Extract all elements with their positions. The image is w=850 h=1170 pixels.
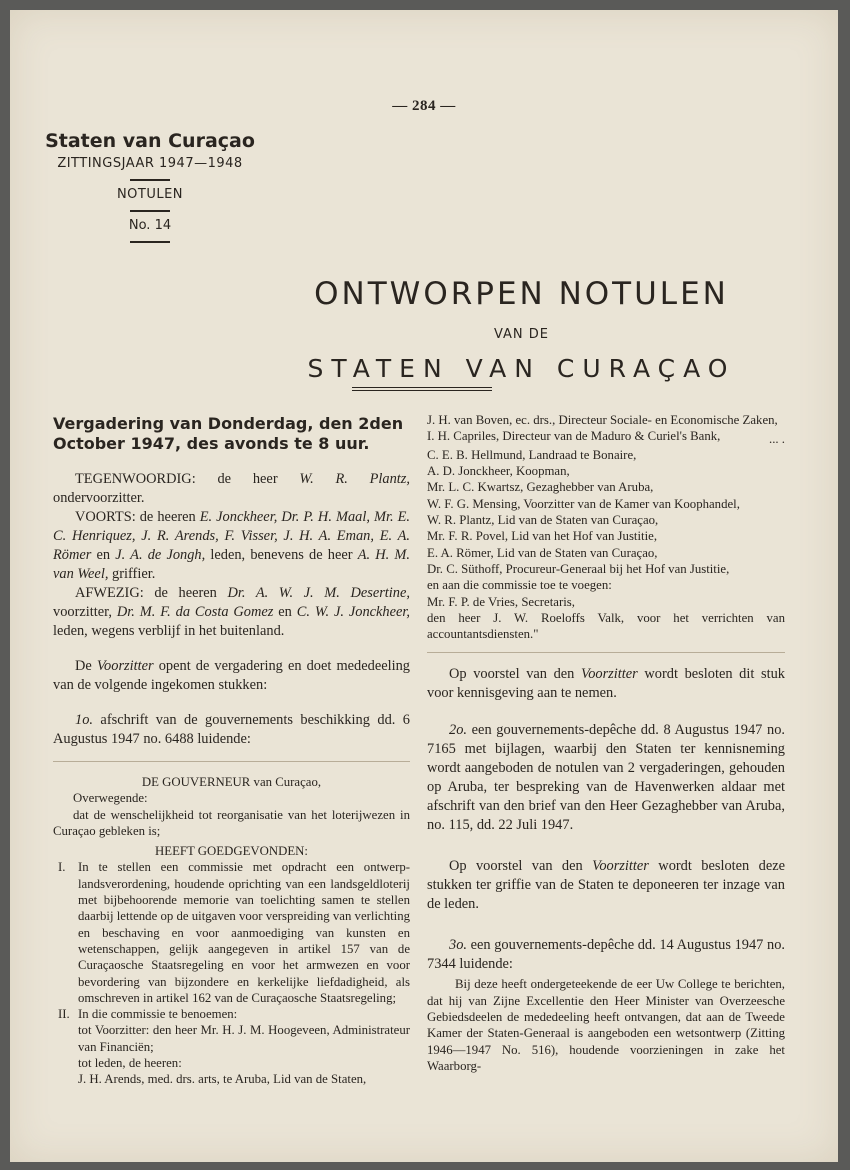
afwezig-paragraph: AFWEZIG: de heeren Dr. A. W. J. M. Desertine, voorzitter, Dr. M. F. da Costa Gomez en C. W. J. Jonckheer, leden, wegens verblijf in het buitenland. [53, 585, 410, 639]
member-line: Mr. F. R. Povel, Lid van het Hof van Justitie, [427, 529, 658, 544]
document-page [10, 10, 838, 1162]
opening-paragraph: De Voorzitter opent de vergadering en doet mededeeling van de volgende ingekomen stukken: [53, 658, 410, 693]
header-rule [130, 179, 170, 181]
decree-point-2: II. In die commissie te benoemen: tot Voorzitter: den heer Mr. H. J. M. Hoogeveen, Administrateur van Financiën; tot leden, de heeren: J. H. Arends, med. drs. arts, te Aruba, Lid van de Staten, [58, 1007, 410, 1087]
item-2: 2o. een gouvernements-depêche dd. 8 Augustus 1947 no. 7165 met bijlagen, waarbij den Staten ter kennisneming wordt aangeboden de notulen van 2 vergaderingen, gehouden op Aruba, ter bespreking van de Havenwerken aldaar met afschrift van den brief van den Heer Gezaghebber van Aruba, no. 115, dd. 22 Juli 1947. [427, 722, 785, 834]
member-line: Mr. L. C. Kwartsz, Gezaghebber van Aruba, [427, 480, 654, 495]
item-3: 3o. een gouvernements-depêche dd. 14 Augustus 1947 no. 7344 luidende: [427, 937, 785, 973]
decree-title: DE GOUVERNEUR van Curaçao, [141, 775, 322, 789]
decree-point-1: I. In te stellen een commissie met opdracht een ontwerp-landsverordening, houdende oprichting van een landsgeldloterij met bijbehoorende memorie van toelichting samen te stellen daarbij lettende op de uitgaven voor verspreiding van verlichting en beschaving en voor aanmoediging van kunsten en wetenschappen, gelijk aangegeven in artikel 157 van de Curaçaosche Staatsregeling en voor het armwezen en voor bevordering van bijzondere en kerkelijke liefdadigheid, als omschreven in artikel 162 van de Curaçaosche Staatsregeling; [58, 860, 410, 1005]
accountant-line: den heer J. W. Roeloffs Valk, voor het verrichten van accountantsdiensten." [427, 610, 785, 642]
member-line: J. H. van Boven, ec. drs., Directeur Sociale- en Economische Zaken, [427, 413, 778, 427]
title-connector: VAN DE [493, 327, 550, 342]
added-label: en aan die commissie toe te voegen: [427, 578, 612, 593]
page-number: — 284 — [392, 98, 456, 114]
header-rule [130, 241, 170, 243]
present-paragraph: TEGENWOORDIG: de heer W. R. Plantz, ondervoorzitter. [53, 471, 410, 506]
org-name: Staten van Curaçao [45, 130, 255, 152]
committee-members [427, 412, 785, 642]
member-line: A. D. Jonckheer, Koopman, [427, 464, 570, 479]
decree-text [53, 774, 410, 1088]
item-3-number: 3o. [449, 937, 467, 954]
member-line: W. R. Plantz, Lid van de Staten van Curaçao, [427, 513, 659, 528]
section-divider [53, 761, 410, 762]
main-title: ONTWORPEN NOTULEN [314, 276, 729, 312]
right-column [427, 412, 785, 1074]
member-line: Dr. C. Süthoff, Procureur-Generaal bij het Hof van Justitie, [427, 561, 730, 576]
decision-1: Op voorstel van den Voorzitter wordt besloten dit stuk voor kennisgeving aan te nemen. [427, 666, 785, 702]
heeft-goedgevonden: HEEFT GOEDGEVONDEN: [155, 844, 308, 859]
secretary-line: Mr. F. P. de Vries, Secretaris, [427, 594, 575, 609]
griffier-name: A. H. M. van Weel, [53, 547, 410, 582]
title-body: STATEN VAN CURAÇAO [307, 354, 736, 383]
overwegende-text: dat de wenschelijkheid tot reorganisatie van het loterijwezen in Curaçao gebleken is; [53, 807, 410, 838]
item-3-body: Bij deze heeft ondergeteekende de eer Uw College te berichten, dat hij van Zijne Excellentie den Heer Minister van Overzeesche Gebiedsdeelen de mededeeling heeft ontvangen, dat aan de Tweede Kamer der Staten-Generaal is aangeboden een wetsontwerp (Zitting 1946—1947 No. 516), houdende voorzieningen in zake het Waarborg- [427, 977, 785, 1073]
header-rule [130, 210, 170, 212]
member-line: W. F. G. Mensing, Voorzitter van de Kamer van Koophandel, [427, 496, 740, 511]
ellipsis: ... . [769, 431, 785, 446]
afwezig-label: AFWEZIG: [75, 585, 144, 601]
section-divider [427, 652, 785, 653]
title-double-rule [352, 387, 492, 391]
member-line: C. E. B. Hellmund, Landraad te Bonaire, [427, 447, 637, 462]
meeting-heading: Vergadering van Donderdag, den 2den October 1947, des avonds te 8 uur. [53, 414, 404, 453]
session-year: ZITTINGSJAAR 1947—1948 [57, 156, 243, 171]
left-column [53, 414, 410, 1088]
member-line: E. A. Römer, Lid van de Staten van Curaçao, [427, 545, 658, 560]
item-1: 1o. afschrift van de gouvernements beschikking dd. 6 Augustus 1947 no. 6488 luidende: [53, 712, 410, 747]
member-line: I. H. Capriles, Directeur van de Maduro & Curiel's Bank, [427, 429, 721, 444]
issue-number: No. 14 [128, 218, 172, 233]
document-header [30, 130, 270, 243]
decision-2: Op voorstel van den Voorzitter wordt besloten deze stukken ter griffie van de Staten te deponeeren ter inzage van de leden. [427, 858, 785, 913]
voorts-paragraph: VOORTS: de heeren E. Jonckheer, Dr. P. H. Maal, Mr. E. C. Henriquez, J. R. Arends, F. Visser, J. H. A. Eman, E. A. Römer en J. A. de Jongh, leden, benevens de heer A. H. M. van Weel, griffier. [53, 509, 410, 582]
item-2-number: 2o. [449, 722, 467, 739]
voorts-label: VOORTS: [75, 509, 136, 525]
voorts-names: E. Jonckheer, Dr. P. H. Maal, Mr. E. C. Henriquez, J. R. Arends, F. Visser, J. H. A. Eman, E. A. Römer [53, 509, 410, 563]
overwegende-label: Overwegende: [73, 791, 148, 806]
notulen-label: NOTULEN [116, 187, 184, 202]
item-1-number: 1o. [75, 712, 93, 728]
present-name: W. R. Plantz, [299, 471, 410, 487]
present-label: TEGENWOORDIG: [75, 471, 196, 487]
